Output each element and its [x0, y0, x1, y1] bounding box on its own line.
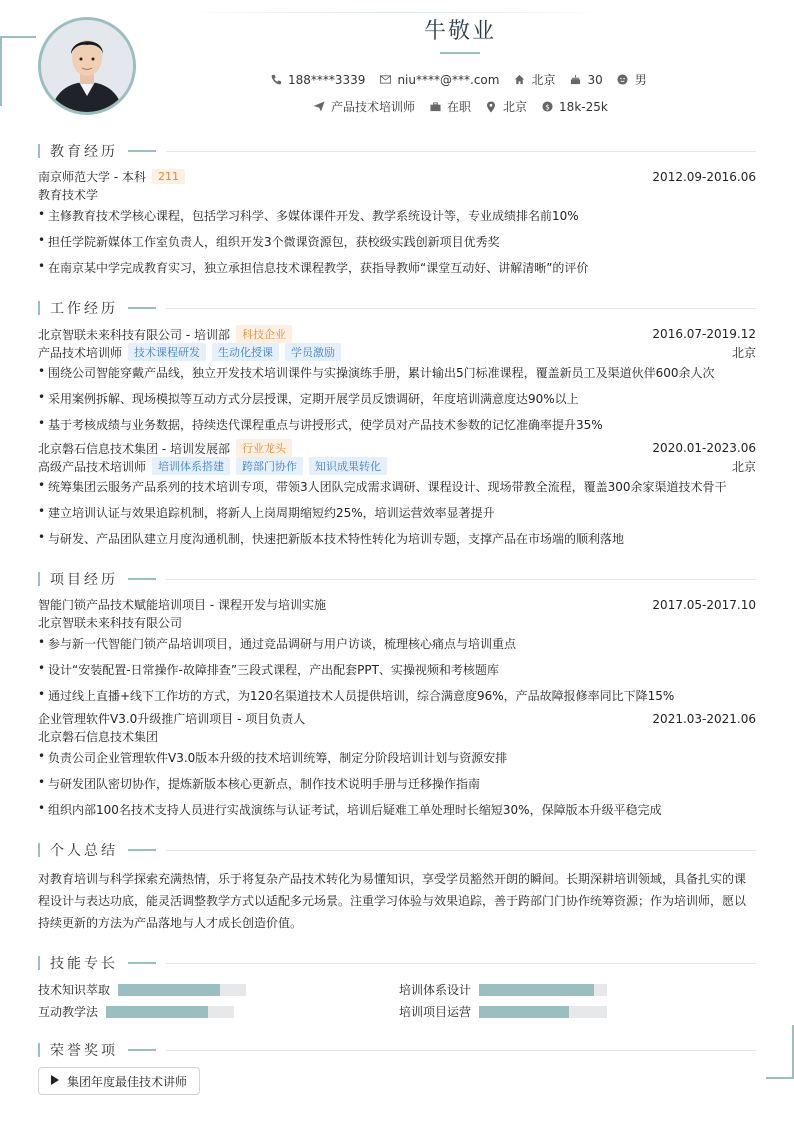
skill-bar-fill — [118, 984, 220, 996]
skill-bar-fill — [106, 1006, 208, 1018]
list-item: • 与研发团队密切协作，提炼新版本核心更新点，制作技术说明手册与迁移操作指南 — [38, 775, 481, 791]
skill-item — [399, 1003, 607, 1020]
project-header — [38, 710, 756, 727]
major: 教育技术学 — [38, 188, 99, 202]
list-item: • 参与新一代智能门锁产品培训项目，通过竞品调研与用户访谈，梳理核心痛点与培训重点 — [38, 635, 517, 651]
award-name: 集团年度最佳技术讲师 — [67, 1074, 188, 1089]
list-item: • 负责公司企业管理软件V3.0版本升级的技术培训统筹，制定分阶段培训计划与资源安排 — [38, 749, 508, 765]
project-period: 2021.03-2021.06 — [652, 711, 756, 726]
company-name: 北京磐石信息技术集团 - 培训发展部 — [38, 441, 230, 456]
job-intent-row — [313, 98, 608, 115]
role-tag: 知识成果转化 — [309, 457, 387, 475]
svg-text:$: $ — [544, 102, 550, 112]
role-title: 高级产品技术培训师 — [38, 459, 147, 474]
education-header — [38, 168, 756, 185]
age-item — [569, 73, 602, 87]
role-tag: 跨部门协作 — [236, 457, 303, 475]
phone-icon — [270, 74, 282, 86]
role-tag: 培训体系搭建 — [152, 457, 230, 475]
play-triangle-icon — [51, 1074, 59, 1088]
work-role-row — [38, 343, 756, 361]
cake-icon — [569, 74, 581, 86]
section-title: 个人总结 — [50, 843, 118, 859]
corner-decoration — [766, 1077, 794, 1079]
work-period: 2016.07-2019.12 — [652, 327, 756, 341]
work-location: 北京 — [731, 459, 756, 474]
work-header — [38, 439, 756, 457]
job-intent-text: 产品技术培训师 — [331, 100, 416, 114]
list-item: • 在南京某中学完成教育实习，独立承担信息技术课程教学，获指导教师“课堂互动好、讲解清晰”的评价 — [38, 259, 589, 275]
skill-item — [38, 1003, 234, 1020]
school-tag: 211 — [152, 169, 185, 184]
hometown-item — [513, 71, 555, 88]
skill-name: 培训体系设计 — [399, 983, 472, 997]
role-tag: 学员激励 — [285, 343, 341, 361]
salary-text: 18k-25k — [559, 99, 608, 114]
education-period: 2012.09-2016.06 — [652, 169, 756, 184]
project-title: 智能门锁产品技术赋能培训项目 - 课程开发与培训实施 — [38, 598, 326, 612]
award-badge — [38, 1067, 200, 1095]
skill-item — [38, 981, 246, 998]
section-work — [38, 298, 756, 318]
coin-icon — [541, 101, 553, 113]
corner-decoration — [0, 36, 2, 106]
skill-name: 技术知识萃取 — [38, 983, 111, 997]
company-tag: 科技企业 — [236, 325, 292, 343]
role-tag: 生动化授课 — [212, 343, 279, 361]
mail-icon — [379, 74, 391, 86]
list-item: • 与研发、产品团队建立月度沟通机制，快速把新版本技术特性转化为培训专题，支撑产品在市场端的顺利落地 — [38, 530, 625, 546]
status-text: 在职 — [447, 100, 472, 114]
status-item — [429, 98, 471, 115]
job-intent-item — [313, 98, 415, 115]
email-item — [379, 73, 499, 87]
section-summary — [38, 840, 756, 860]
section-title: 项目经历 — [50, 572, 118, 588]
company-tag: 行业龙头 — [236, 439, 292, 457]
project-header — [38, 596, 756, 613]
list-item: • 采用案例拆解、现场模拟等互动方式分层授课，定期开展学员反馈调研，年度培训满意度达90%以上 — [38, 390, 579, 406]
salary-item — [541, 100, 608, 114]
skill-bar — [118, 984, 246, 996]
location-pin-icon — [485, 101, 497, 113]
skill-bar — [106, 1006, 234, 1018]
list-item: • 担任学院新媒体工作室负责人，组织开发3个微课资源包，获校级实践创新项目优秀奖 — [38, 233, 500, 249]
list-item: • 基于考核成绩与业务数据，持续迭代课程重点与讲授形式，使学员对产品技术参数的记忆准确率提升35% — [38, 416, 603, 432]
skill-name: 培训项目运营 — [399, 1005, 472, 1019]
school-name: 南京师范大学 - 本科 — [38, 170, 146, 184]
list-item: • 建立培训认证与效果追踪机制，将新人上岗周期缩短约25%，培训运营效率显著提升 — [38, 504, 495, 520]
section-title: 技能专长 — [50, 956, 118, 972]
list-item: • 围绕公司智能穿戴产品线，独立开发技术培训课件与实操演练手册，累计输出5门标准课程，覆盖新员工及渠道伙伴600余人次 — [38, 364, 715, 380]
skill-bar — [479, 1006, 607, 1018]
project-period: 2017.05-2017.10 — [652, 597, 756, 612]
work-location: 北京 — [731, 345, 756, 360]
skill-bar-fill — [479, 1006, 569, 1018]
project-org-row — [38, 614, 756, 631]
project-org-row — [38, 728, 756, 745]
summary-text: 对教育培训与科学探索充满热情，乐于将复杂产品技术转化为易懂知识，享受学员豁然开朗的瞬间。长期深耕培训领域，具备扎实的课程设计与表达功底，能灵活调整教学方式以适配多元场景。注重学习体验与效果追踪，善于跨部门门协作统筹资源；作为培训师，愿以持续更新的方法为产品落地与人才成长创造价值。 — [38, 872, 747, 930]
phone-item — [270, 73, 365, 87]
list-item: • 统筹集团云服务产品系列的技术培训专项，带领3人团队完成需求调研、课程设计、现场带教全流程，覆盖300余家渠道技术骨干 — [38, 478, 727, 494]
role-tag: 技术课程研发 — [128, 343, 206, 361]
section-title: 工作经历 — [50, 301, 118, 317]
skill-name: 互动教学法 — [38, 1005, 99, 1019]
skill-item — [399, 981, 607, 998]
section-skills — [38, 953, 756, 973]
header-top-line — [180, 12, 610, 13]
list-item: • 组织内部100名技术支持人员进行实战演练与认证考试，培训后疑难工单处理时长缩短30%，保障版本升级平稳完成 — [38, 801, 662, 817]
list-item: • 通过线上直播+线下工作坊的方式，为120名渠道技术人员提供培训，综合满意度96%，产品故障报修率同比下降15% — [38, 687, 675, 703]
home-icon — [513, 74, 525, 86]
project-title: 企业管理软件V3.0升级推广培训项目 - 项目负责人 — [38, 712, 306, 726]
list-item: • 主修教育技术学核心课程，包括学习科学、多媒体课件开发、教学系统设计等，专业成绩排名前10% — [38, 207, 579, 223]
list-item: • 设计“安装配置-日常操作-故障排查”三段式课程，产出配套PPT、实操视频和考核题库 — [38, 661, 499, 677]
name-underline — [440, 52, 480, 54]
skill-bar — [479, 984, 607, 996]
city-text: 北京 — [503, 100, 528, 114]
section-projects — [38, 569, 756, 589]
candidate-name: 牛敬业 — [423, 19, 496, 44]
work-period: 2020.01-2023.06 — [652, 441, 756, 455]
section-awards — [38, 1040, 756, 1060]
company-name: 北京智联未来科技有限公司 - 培训部 — [38, 327, 230, 342]
gender-text: 男 — [634, 73, 647, 87]
hometown-text: 北京 — [531, 73, 556, 87]
section-title: 教育经历 — [50, 144, 118, 160]
project-org: 北京磐石信息技术集团 — [38, 730, 159, 744]
user-icon — [617, 74, 629, 86]
send-icon — [313, 101, 325, 113]
work-role-row — [38, 457, 756, 475]
email-text: niu****@***.com — [397, 72, 500, 87]
contact-row — [270, 71, 647, 88]
phone-text: 188****3339 — [288, 72, 366, 87]
age-text: 30 — [587, 72, 603, 87]
briefcase-icon — [429, 101, 441, 113]
gender-item — [617, 71, 647, 88]
work-header — [38, 325, 756, 343]
city-item — [485, 98, 527, 115]
section-title: 荣誉奖项 — [50, 1043, 118, 1059]
section-education — [38, 141, 756, 161]
skill-bar-fill — [479, 984, 594, 996]
education-major-row — [38, 186, 756, 203]
project-org: 北京智联未来科技有限公司 — [38, 616, 183, 630]
role-title: 产品技术培训师 — [38, 345, 123, 360]
